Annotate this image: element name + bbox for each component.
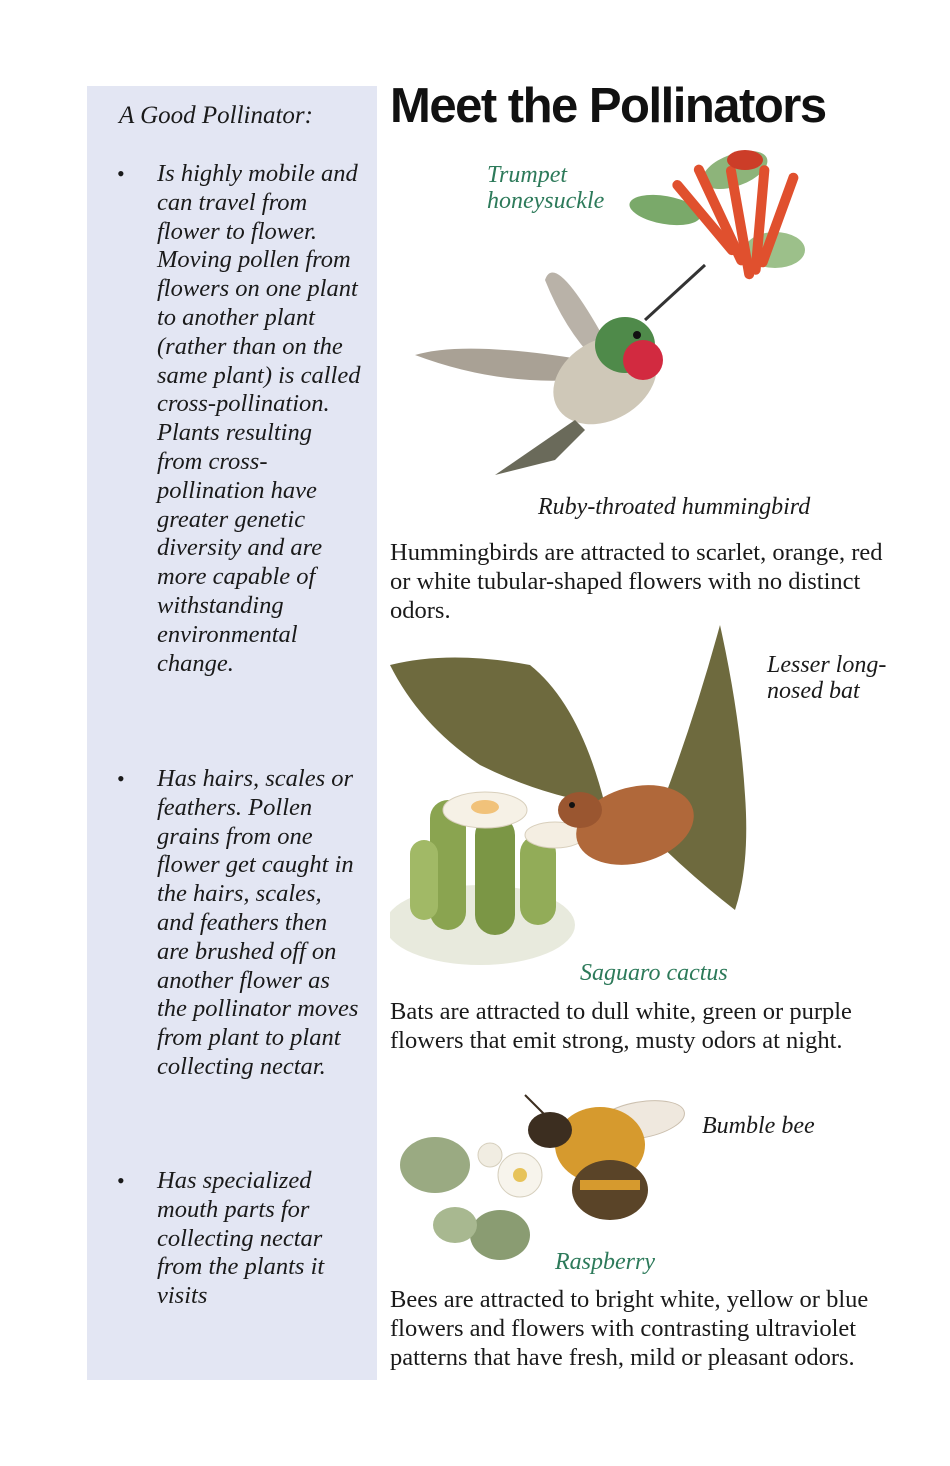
bat-head <box>558 792 602 828</box>
bat-description: Bats are attracted to dull white, green or purple flowers that emit strong, musty odors at night. <box>390 998 852 1054</box>
bat-wing-right <box>650 625 746 910</box>
saguaro-cactus <box>390 792 585 965</box>
bee-illustration <box>395 1085 695 1275</box>
bee-stripe <box>580 1180 640 1190</box>
sidebar-title: A Good Pollinator: <box>119 102 313 129</box>
tail <box>495 420 585 475</box>
page-title: Meet the Pollinators <box>390 79 826 133</box>
bullet-text: Has hairs, scales or feathers. Pollen grains from one flower get caught in the hairs, scales, and feathers then are brushed off on another flower as the pollinator moves from plant to plant collecting nectar. <box>157 765 359 1080</box>
leaf <box>433 1207 477 1243</box>
caption-saguaro-cactus: Saguaro cactus <box>580 960 728 986</box>
hummingbird-description: Hummingbirds are attracted to scarlet, orange, red or white tubular-shaped flowers with no distinct odors. <box>390 539 883 624</box>
sidebar-bullet-hairs <box>117 765 362 1082</box>
bullet-dot: • <box>117 1168 125 1193</box>
bullet-text: Is highly mobile and can travel from flower to flower. Moving pollen from flowers on one plant to another plant (rather than on the same plant) is called cross-pollination. Plants resulting from cross-pollination have greater genetic diversity and are more capable of withstanding environmental change. <box>157 160 361 677</box>
bee-antenna <box>525 1095 545 1115</box>
flower-base <box>727 150 763 170</box>
bat-eye <box>569 802 575 808</box>
sidebar-bullet-mouthparts <box>117 1167 362 1311</box>
bat-wing-left <box>390 658 605 806</box>
beak <box>645 265 705 320</box>
caption-text: Trumpet honeysuckle <box>487 162 605 214</box>
caption-lesser-long-nosed-bat: Lesser long-nosed bat <box>767 652 887 704</box>
bullet-dot: • <box>117 161 125 186</box>
bat-illustration <box>390 625 770 975</box>
leaf <box>400 1137 470 1193</box>
caption-bumble-bee: Bumble bee <box>702 1113 815 1139</box>
bee-description: Bees are attracted to bright white, yellow or blue flowers and flowers with contrasting ultraviolet patterns that have fresh, mild or pleasant odors. <box>390 1286 869 1371</box>
flower-center <box>513 1168 527 1182</box>
caption-raspberry: Raspberry <box>555 1249 655 1275</box>
caption-ruby-throated-hummingbird: Ruby-throated hummingbird <box>538 494 811 520</box>
caption-trumpet-honeysuckle <box>487 162 627 214</box>
bullet-dot: • <box>117 766 125 791</box>
bullet-text: Has specialized mouth parts for collecting nectar from the plants it visits <box>157 1167 325 1310</box>
raspberry-bud <box>478 1143 502 1167</box>
leaf <box>470 1210 530 1260</box>
bee-head <box>528 1112 572 1148</box>
ruby-throat <box>623 340 663 380</box>
bird-eye <box>633 331 641 339</box>
sidebar-bullet-mobility <box>117 160 362 678</box>
